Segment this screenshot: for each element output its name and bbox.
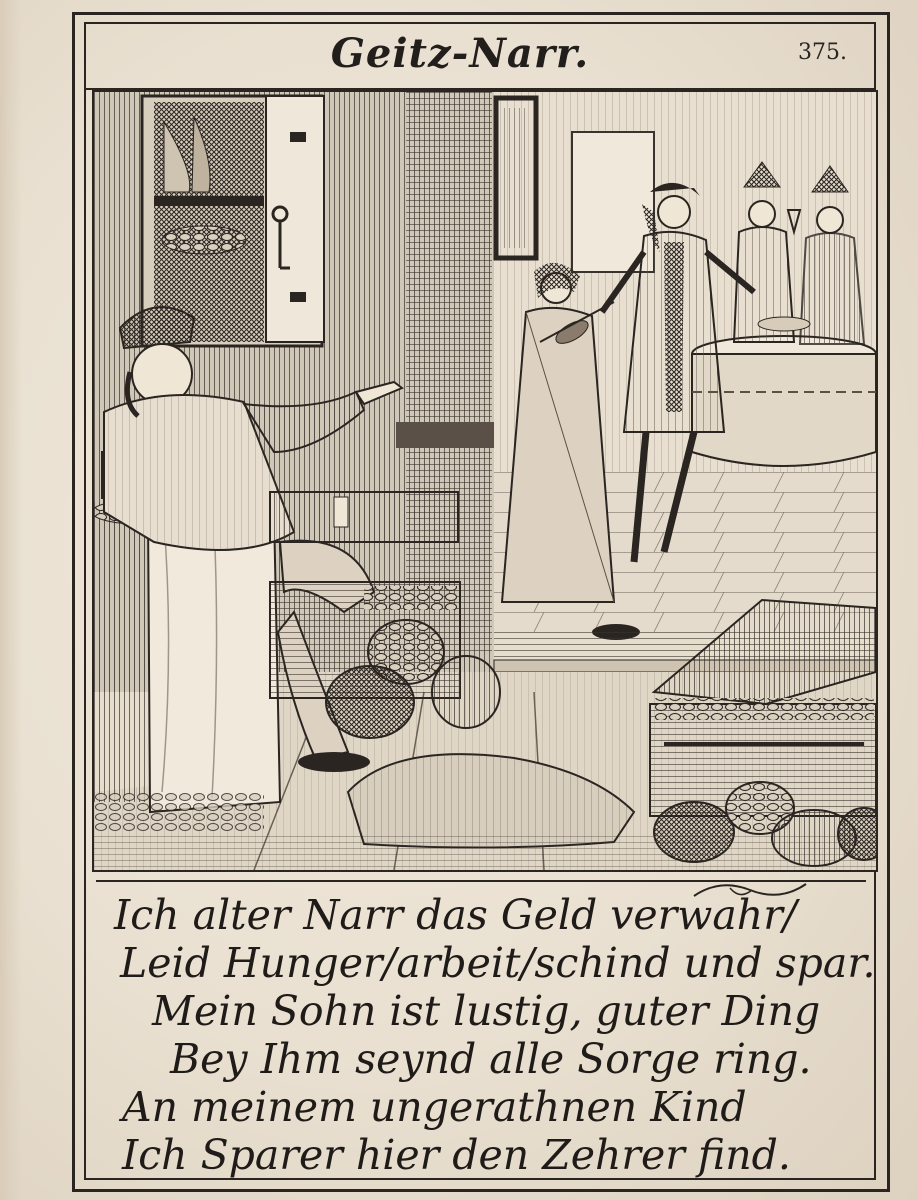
page-number: 375. — [798, 40, 847, 65]
verse-line-1: Ich alter Narr das Geld verwahr/ — [114, 891, 797, 939]
verse-line-3: Mein Sohn ist lustig, guter Ding — [152, 987, 821, 1035]
verse-line-5: An meinem ungerathnen Kind — [122, 1083, 747, 1131]
verse-line-4: Bey Ihm seynd alle Sorge ring. — [170, 1035, 812, 1083]
verse-line-6: Ich Sparer hier den Zehrer find. — [122, 1131, 791, 1179]
verse-line-2: Leid Hunger/arbeit/schind und spar. — [120, 939, 876, 987]
verse-block — [96, 880, 876, 1182]
engraving-illustration — [92, 90, 878, 872]
flourish-ornament — [690, 876, 810, 906]
page-title: Geitz-Narr. — [330, 30, 590, 77]
